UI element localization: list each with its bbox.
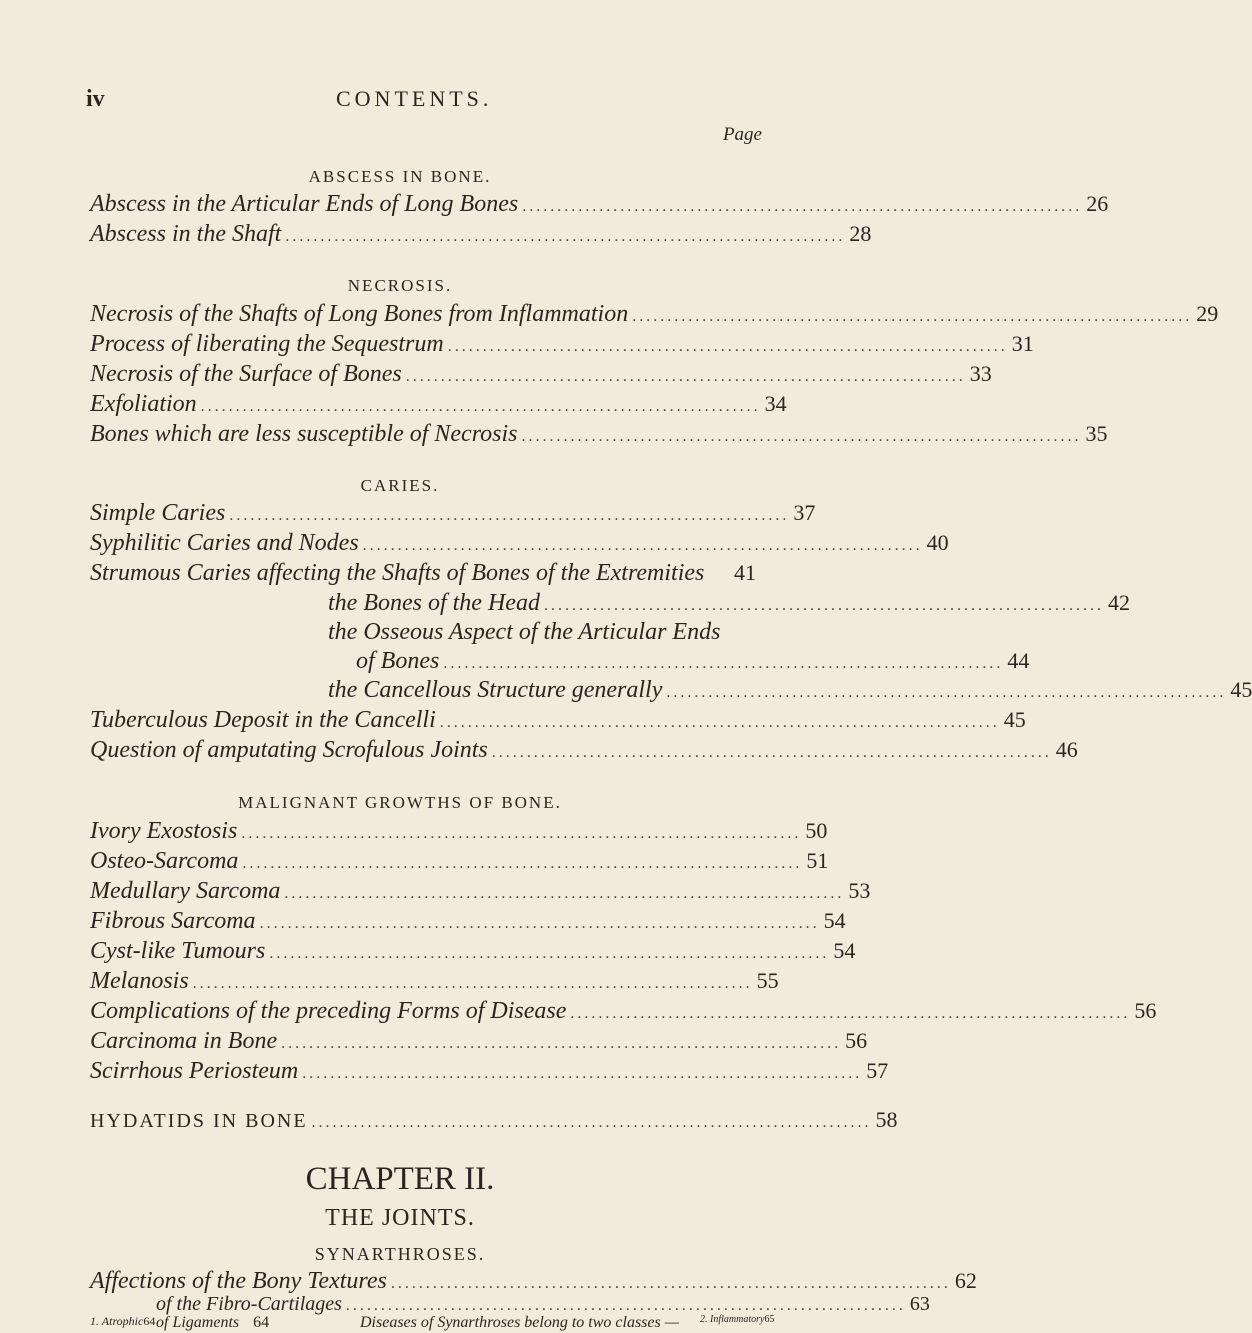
toc-entry[interactable] bbox=[90, 191, 1109, 221]
entry-title: of Ligaments bbox=[156, 1314, 240, 1331]
section-heading-caries: CARIES. bbox=[360, 476, 440, 495]
entry-page: 29 bbox=[1196, 301, 1219, 326]
entry-title: of Bones bbox=[356, 648, 440, 674]
leader-dots: ................................................................................ bbox=[192, 975, 753, 992]
entry-page: 37 bbox=[793, 500, 816, 525]
entry-page: 31 bbox=[1011, 331, 1034, 356]
entry-title: the Osseous Aspect of the Articular Ends bbox=[328, 619, 721, 645]
entry-page: 63 bbox=[909, 1293, 930, 1315]
entry-page: 45 bbox=[1230, 677, 1252, 702]
entry-page: 45 bbox=[1003, 707, 1026, 732]
toc-entry[interactable] bbox=[90, 530, 949, 560]
toc-subentry[interactable] bbox=[328, 619, 756, 649]
page-column-label: Page bbox=[722, 124, 762, 145]
entry-title: Simple Caries bbox=[90, 500, 226, 526]
toc-entry[interactable] bbox=[360, 1314, 756, 1332]
toc-subentry[interactable] bbox=[356, 648, 1030, 678]
toc-subentry[interactable] bbox=[156, 1314, 356, 1332]
entry-page: 56 bbox=[845, 1028, 868, 1053]
running-title: CONTENTS. bbox=[336, 86, 493, 111]
leader-dots: ................................................................................ bbox=[345, 1297, 906, 1314]
toc-entry[interactable] bbox=[90, 707, 1026, 737]
leader-dots: ................................................................................ bbox=[229, 507, 790, 524]
toc-entry[interactable] bbox=[90, 878, 871, 908]
entry-title: Abscess in the Shaft bbox=[90, 221, 282, 247]
entry-title: Bones which are less susceptible of Necrosis bbox=[90, 421, 518, 447]
entry-page: 28 bbox=[849, 221, 872, 246]
entry-title: Question of amputating Scrofulous Joints bbox=[90, 737, 488, 763]
entry-page: 54 bbox=[833, 938, 856, 963]
toc-entry[interactable] bbox=[90, 1268, 977, 1294]
leader-dots: ................................................................................ bbox=[200, 398, 761, 415]
entry-title: Scirrhous Periosteum bbox=[90, 1058, 299, 1084]
toc-subentry[interactable] bbox=[328, 677, 1252, 707]
entry-title: Fibrous Sarcoma bbox=[90, 908, 256, 934]
leader-dots: ................................................................................ bbox=[259, 915, 820, 932]
entry-title: Cyst-like Tumours bbox=[90, 938, 266, 964]
entry-title: HYDATIDS IN BONE bbox=[90, 1110, 308, 1132]
entry-page: 57 bbox=[866, 1058, 889, 1083]
entry-page: 40 bbox=[926, 530, 949, 555]
leader-dots: ................................................................................ bbox=[491, 744, 1052, 761]
leader-dots: ................................................................................ bbox=[666, 684, 1227, 701]
toc-entry[interactable] bbox=[90, 361, 992, 391]
leader-dots: ................................................................................ bbox=[390, 1275, 951, 1292]
entry-title: Carcinoma in Bone bbox=[90, 1028, 278, 1054]
toc-entry-hydatids[interactable] bbox=[90, 1107, 898, 1137]
leader-dots: ................................................................................ bbox=[522, 198, 1083, 215]
leader-dots: ................................................................................ bbox=[405, 368, 966, 385]
leader-dots: ................................................................................ bbox=[284, 885, 845, 902]
entry-page: 26 bbox=[1086, 191, 1109, 216]
section-heading-synarthroses: SYNARTHROSES. bbox=[314, 1244, 486, 1264]
leader-dots: ................................................................................ bbox=[521, 428, 1082, 445]
leader-dots: ................................................................................ bbox=[543, 597, 1104, 614]
leader-dots: ................................................................................ bbox=[311, 1114, 872, 1131]
leader-dots: ................................................................................ bbox=[439, 714, 1000, 731]
leader-dots: ................................................................................ bbox=[443, 655, 1004, 672]
entry-page: 64 bbox=[253, 1314, 270, 1331]
leader-dots: ................................................................................ bbox=[281, 1035, 842, 1052]
toc-entry[interactable] bbox=[90, 998, 1157, 1028]
toc-entry[interactable] bbox=[90, 331, 1034, 361]
entry-page: 56 bbox=[1134, 998, 1157, 1023]
leader-dots: ................................................................................ bbox=[447, 338, 1008, 355]
entry-page: 58 bbox=[875, 1107, 898, 1132]
toc-entry[interactable] bbox=[90, 301, 1219, 331]
entry-page: 41 bbox=[734, 560, 756, 585]
toc-entry[interactable] bbox=[90, 421, 1108, 451]
entry-page: 65 bbox=[764, 1314, 775, 1325]
section-heading-malignant: MALIGNANT GROWTHS OF BONE. bbox=[238, 793, 562, 812]
page-header bbox=[86, 86, 760, 116]
entry-page: 54 bbox=[823, 908, 846, 933]
toc-subentry[interactable] bbox=[156, 1293, 930, 1315]
entry-title: Process of liberating the Sequestrum bbox=[90, 331, 444, 357]
leader-dots: ................................................................................ bbox=[269, 945, 830, 962]
entry-page: 33 bbox=[969, 361, 992, 386]
entry-title: 1. Atrophic bbox=[90, 1314, 144, 1328]
leader-dots: ................................................................................ bbox=[362, 537, 923, 554]
toc-subentry[interactable] bbox=[328, 590, 1130, 620]
leader-dots: ................................................................................ bbox=[241, 825, 802, 842]
toc-entry[interactable] bbox=[90, 221, 872, 251]
toc-entry[interactable] bbox=[90, 848, 829, 878]
entry-page: 51 bbox=[806, 848, 829, 873]
toc-entry[interactable] bbox=[90, 968, 779, 998]
entry-title: Ivory Exostosis bbox=[90, 818, 238, 844]
entry-title: Strumous Caries affecting the Shafts of Bones of the Extremities bbox=[90, 560, 705, 586]
entry-page: 46 bbox=[1055, 737, 1078, 762]
leader-dots: ................................................................................ bbox=[285, 228, 846, 245]
entry-title: Complications of the preceding Forms of Disease bbox=[90, 998, 567, 1024]
toc-entry[interactable] bbox=[90, 908, 846, 938]
entry-page: 64 bbox=[143, 1314, 156, 1328]
section-heading-necrosis: NECROSIS. bbox=[347, 276, 453, 295]
entry-page: 62 bbox=[954, 1268, 977, 1293]
entry-page: 34 bbox=[764, 391, 787, 416]
entry-page: 55 bbox=[756, 968, 779, 993]
entry-page: 35 bbox=[1085, 421, 1108, 446]
toc-entry[interactable] bbox=[90, 737, 1078, 767]
toc-entry[interactable] bbox=[90, 560, 756, 590]
entry-title: Diseases of Synarthroses belong to two classes — bbox=[360, 1314, 679, 1331]
section-heading-abscess: ABSCESS IN BONE. bbox=[308, 167, 492, 186]
entry-title: Abscess in the Articular Ends of Long Bones bbox=[90, 191, 519, 217]
entry-page: 44 bbox=[1007, 648, 1030, 673]
toc-entry[interactable] bbox=[90, 500, 816, 530]
leader-dots: ................................................................................ bbox=[570, 1005, 1131, 1022]
entry-title: Affections of the Bony Textures bbox=[90, 1268, 387, 1294]
entry-title: 2. Inflammatory bbox=[700, 1314, 765, 1325]
entry-page: 50 bbox=[805, 818, 828, 843]
toc-entry[interactable] bbox=[90, 1028, 868, 1058]
entry-page: 53 bbox=[848, 878, 871, 903]
leader-dots: ................................................................................ bbox=[632, 308, 1193, 325]
entry-title: Necrosis of the Surface of Bones bbox=[90, 361, 402, 387]
toc-entry[interactable] bbox=[90, 391, 787, 421]
entry-title: Syphilitic Caries and Nodes bbox=[90, 530, 359, 556]
entry-title: Tuberculous Deposit in the Cancelli bbox=[90, 707, 436, 733]
entry-title: the Bones of the Head bbox=[328, 590, 540, 616]
entry-title: Necrosis of the Shafts of Long Bones from Inflammation bbox=[90, 301, 629, 327]
toc-entry[interactable] bbox=[90, 938, 856, 968]
toc-entry[interactable] bbox=[90, 1058, 889, 1088]
chapter-title: CHAPTER II. bbox=[305, 1161, 495, 1197]
page-number: iv bbox=[86, 86, 105, 112]
entry-title: Osteo-Sarcoma bbox=[90, 848, 239, 874]
toc-subentry[interactable] bbox=[700, 1314, 775, 1332]
entry-title: Melanosis bbox=[90, 968, 189, 994]
toc-entry[interactable] bbox=[90, 818, 828, 848]
leader-dots: ................................................................................ bbox=[242, 855, 803, 872]
entry-title: the Cancellous Structure generally bbox=[328, 677, 663, 703]
chapter-subtitle: THE JOINTS. bbox=[325, 1205, 475, 1231]
entry-title: Medullary Sarcoma bbox=[90, 878, 281, 904]
leader-dots: ................................................................................ bbox=[302, 1065, 863, 1082]
entry-page: 42 bbox=[1107, 590, 1130, 615]
entry-title: of the Fibro-Cartilages bbox=[156, 1293, 342, 1315]
toc-subentry[interactable] bbox=[90, 1314, 156, 1332]
entry-title: Exfoliation bbox=[90, 391, 197, 417]
